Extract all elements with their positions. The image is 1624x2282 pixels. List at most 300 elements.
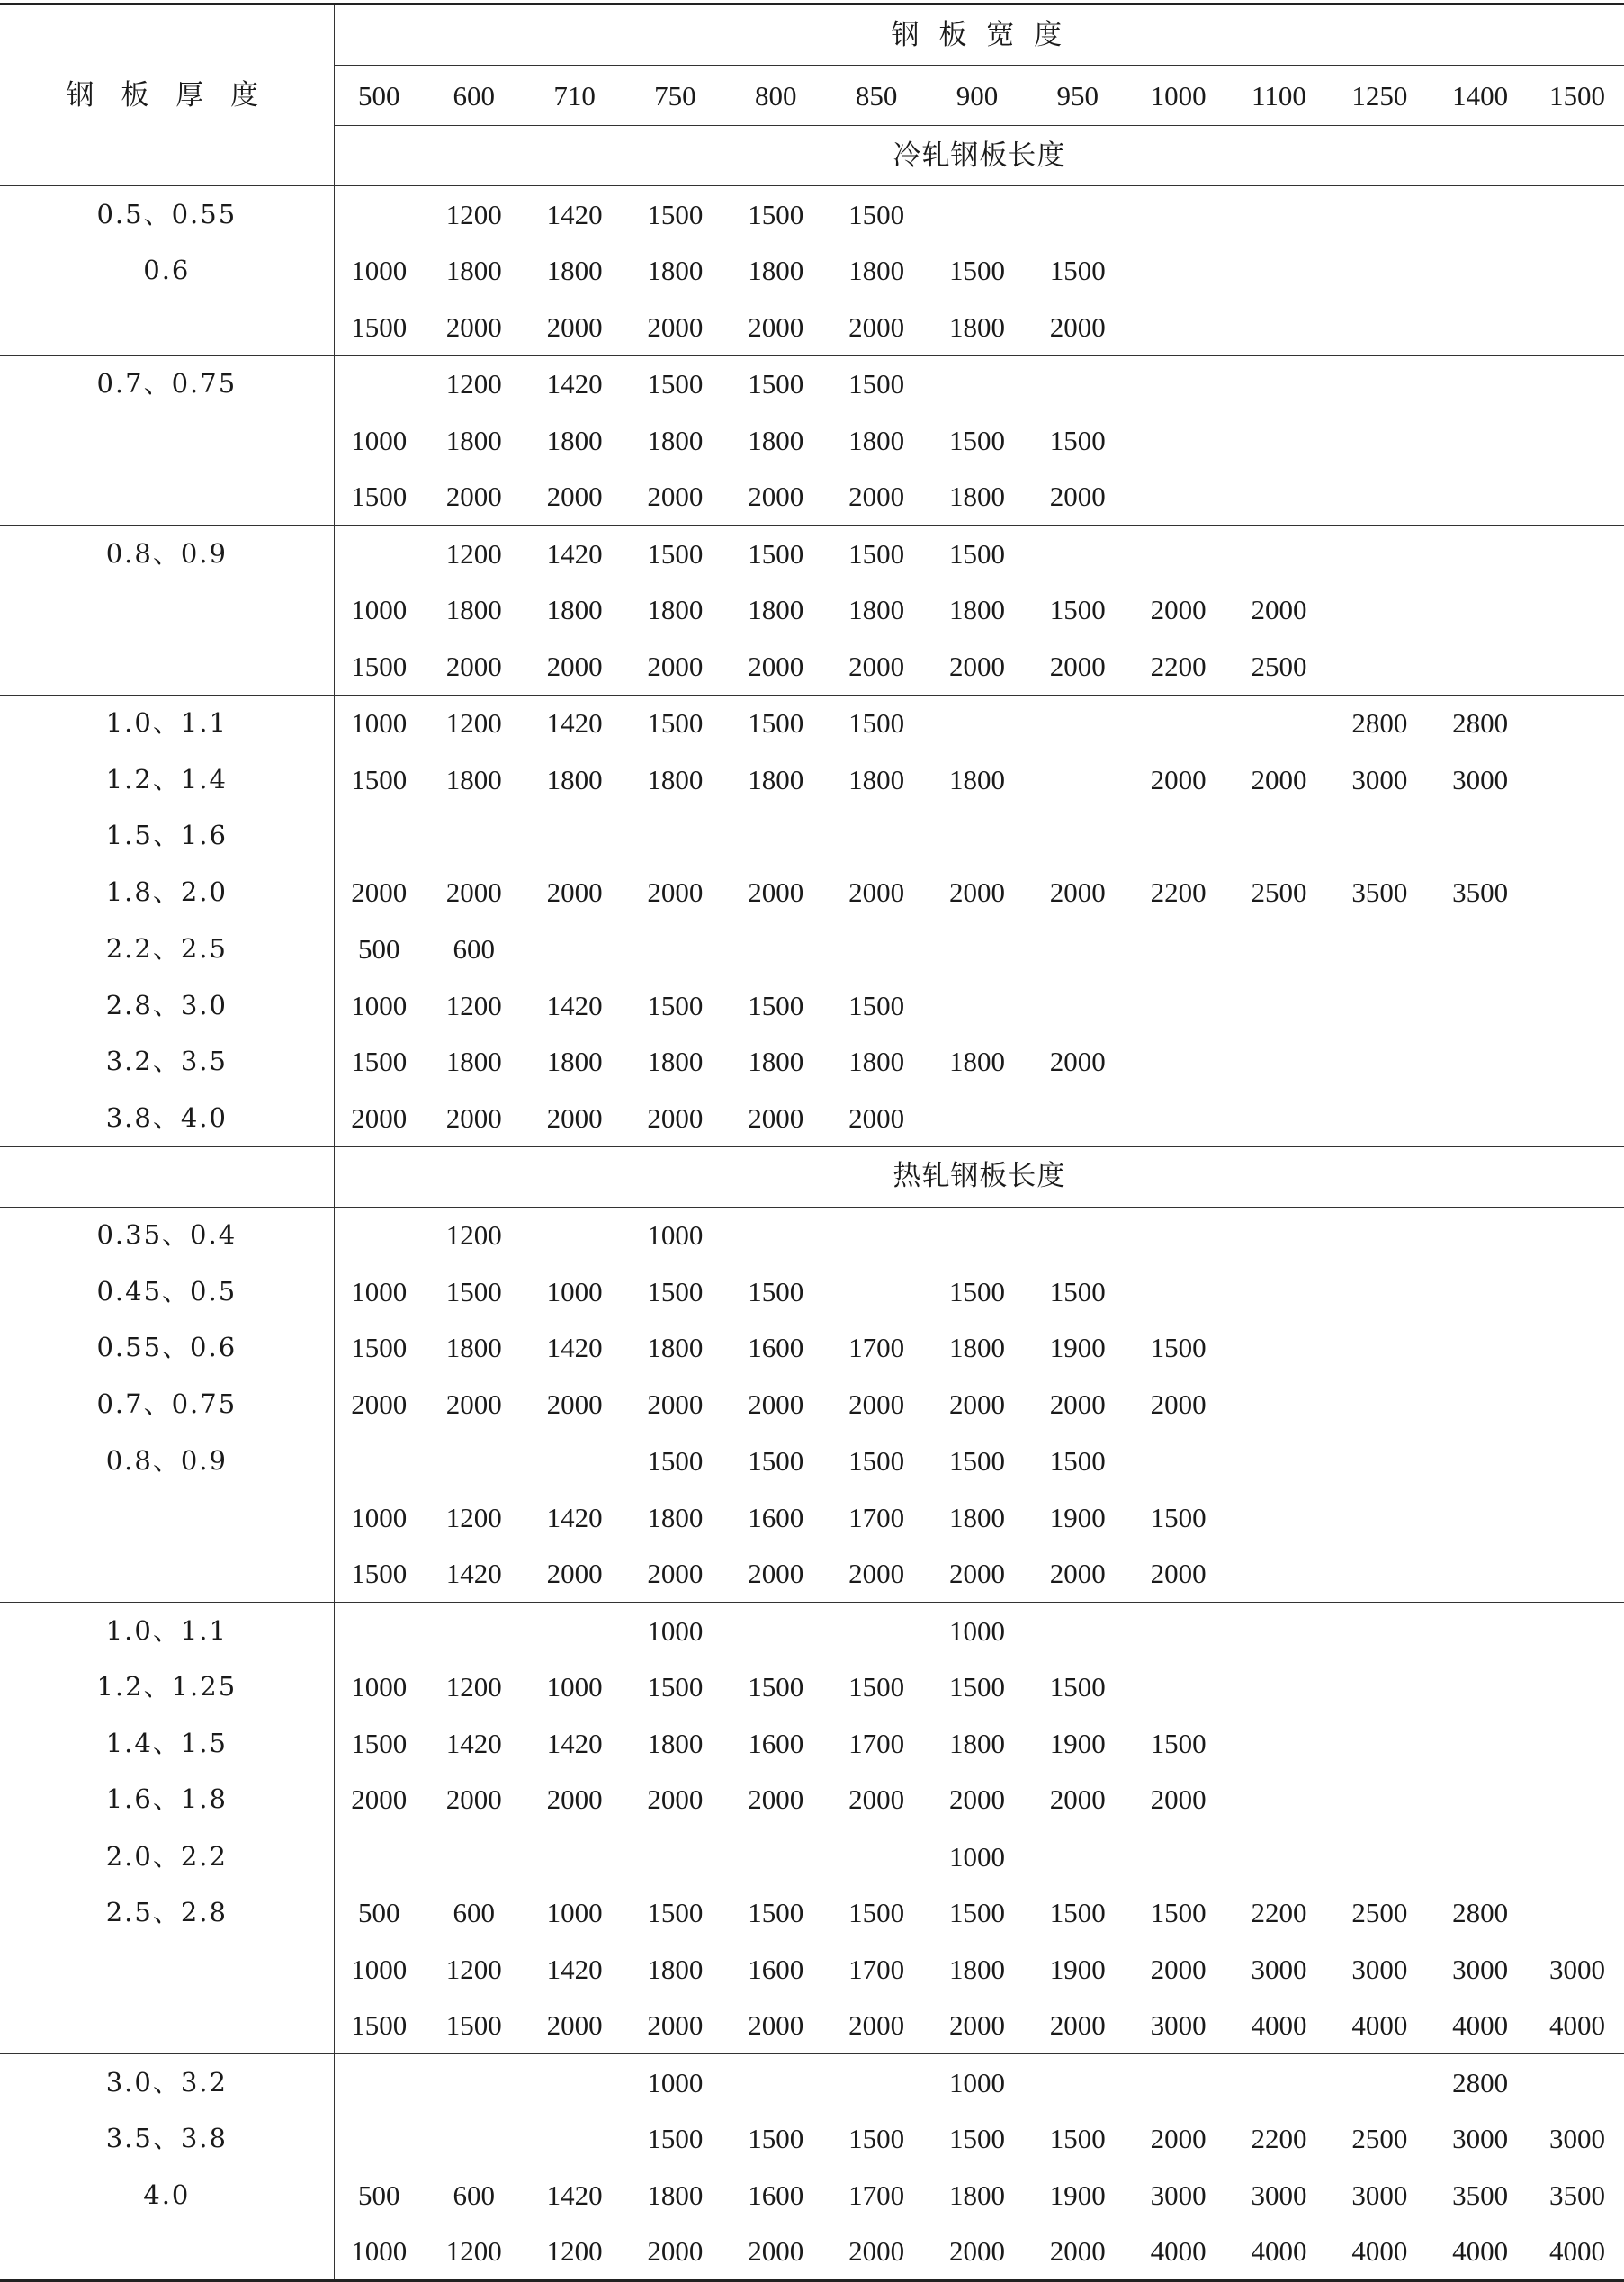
length-cell	[1430, 1772, 1530, 1828]
length-cell: 2000	[1150, 763, 1207, 795]
length-cell	[1530, 526, 1624, 582]
length-cell: 2000	[848, 1558, 905, 1590]
length-cell: 2000	[546, 1783, 603, 1816]
length-cell	[424, 1828, 525, 1885]
length-cell	[725, 1207, 826, 1263]
length-cell: 1200	[525, 2224, 625, 2281]
length-cell: 1420	[546, 2179, 603, 2211]
length-cell: 3000	[1549, 1953, 1606, 1985]
length-cell	[1027, 355, 1128, 412]
length-cell	[1128, 2054, 1229, 2111]
length-cell: 1800	[848, 1046, 905, 1078]
length-cell: 1800	[647, 424, 704, 456]
length-cell: 2500	[1351, 2123, 1408, 2155]
length-cell	[1530, 243, 1624, 300]
thickness-cell: 1.0、1.1	[0, 1603, 334, 1659]
length-cell	[1329, 1263, 1430, 1320]
length-cell	[1530, 695, 1624, 751]
table-row	[0, 751, 1624, 808]
thickness-cell: 2.0、2.2	[0, 1828, 334, 1885]
length-cell: 3000	[1251, 2179, 1307, 2211]
length-cell	[1530, 1263, 1624, 1320]
length-cell: 1600	[748, 1501, 804, 1533]
length-cell: 2000	[748, 1388, 804, 1420]
thickness-cell	[0, 1146, 334, 1207]
length-cell	[1430, 243, 1530, 300]
length-cell: 3000	[1549, 2123, 1606, 2155]
table-row	[0, 1998, 1624, 2054]
length-cell	[725, 921, 826, 977]
length-cell: 1000	[334, 243, 424, 300]
length-cell: 1420	[546, 1332, 603, 1364]
length-cell: 2000	[1049, 650, 1106, 682]
length-cell: 1500	[647, 1275, 704, 1307]
length-cell	[424, 808, 525, 865]
length-cell: 1500	[948, 1275, 1005, 1307]
length-cell	[525, 1603, 625, 1659]
length-cell	[1530, 1659, 1624, 1716]
thickness-cell: 4.0	[143, 2179, 191, 2210]
thickness-cell: 3.8、4.0	[105, 1101, 228, 1133]
thickness-cell: 3.0、3.2	[0, 2054, 334, 2111]
length-cell	[1229, 355, 1330, 412]
length-cell: 2000	[748, 2009, 804, 2042]
length-cell: 2000	[445, 1388, 502, 1420]
length-cell	[334, 808, 424, 865]
length-cell: 2000	[748, 1101, 804, 1134]
length-cell	[1128, 243, 1229, 300]
length-cell	[1530, 1828, 1624, 1885]
length-cell	[1128, 186, 1229, 243]
length-cell: 600	[453, 2179, 495, 2211]
length-cell	[1128, 355, 1229, 412]
width-column-header: 1500	[1530, 66, 1624, 126]
length-cell: 3500	[1452, 876, 1509, 908]
thickness-header: 钢 板 厚 度	[0, 4, 334, 186]
length-cell: 2000	[445, 310, 502, 343]
length-cell: 1500	[1150, 1501, 1207, 1533]
width-column-header: 500	[334, 66, 424, 126]
length-cell	[1229, 1263, 1330, 1320]
length-cell	[1329, 582, 1430, 639]
length-cell: 2000	[848, 876, 905, 908]
length-cell: 1800	[948, 1727, 1005, 1759]
length-cell: 1500	[826, 1433, 927, 1489]
length-cell: 1500	[748, 989, 804, 1021]
length-cell: 1000	[624, 1207, 725, 1263]
length-cell: 4000	[1229, 2224, 1330, 2281]
table-row	[0, 355, 1624, 412]
length-cell: 500	[334, 921, 424, 977]
length-cell: 1800	[445, 255, 502, 287]
length-cell: 3000	[1251, 1953, 1307, 1985]
length-cell: 1800	[948, 1501, 1005, 1533]
length-cell: 1500	[334, 1715, 424, 1772]
length-cell: 2000	[546, 310, 603, 343]
table-row	[0, 695, 1624, 751]
length-cell	[1530, 1715, 1624, 1772]
length-cell: 2000	[647, 1558, 704, 1590]
length-cell	[1027, 921, 1128, 977]
length-cell	[1128, 299, 1229, 355]
length-cell	[1128, 469, 1229, 526]
length-cell: 1000	[927, 1603, 1027, 1659]
length-cell: 2000	[1150, 1388, 1207, 1420]
length-cell: 2200	[1251, 2123, 1307, 2155]
length-cell: 1800	[546, 255, 603, 287]
length-cell: 2000	[848, 1783, 905, 1816]
length-cell	[1128, 412, 1229, 469]
length-cell: 1800	[546, 424, 603, 456]
length-cell	[1229, 921, 1330, 977]
length-cell	[1430, 977, 1530, 1034]
length-cell: 2800	[1430, 695, 1530, 751]
length-cell	[1329, 1546, 1430, 1603]
length-cell: 2000	[624, 2224, 725, 2281]
thickness-cell: 2.2、2.5	[0, 921, 334, 977]
thickness-cell: 0.7、0.75	[96, 1388, 238, 1419]
length-cell: 2000	[1049, 1046, 1106, 1078]
table-row	[0, 2224, 1624, 2281]
length-cell: 1420	[525, 526, 625, 582]
length-cell: 1500	[725, 355, 826, 412]
length-cell	[1530, 1885, 1624, 1942]
length-cell	[1430, 299, 1530, 355]
length-cell: 2000	[948, 2009, 1005, 2042]
length-cell	[1329, 921, 1430, 977]
length-cell: 1420	[525, 695, 625, 751]
length-cell	[1027, 977, 1128, 1034]
length-cell: 1500	[1150, 1727, 1207, 1759]
length-cell	[1229, 1828, 1330, 1885]
table-row	[0, 1885, 1624, 1942]
length-cell: 2000	[1150, 1558, 1207, 1590]
length-cell: 3500	[1351, 876, 1408, 908]
thickness-cell: 1.5、1.6	[105, 820, 228, 851]
length-cell: 1500	[624, 355, 725, 412]
length-cell	[1530, 1320, 1624, 1377]
length-cell: 1500	[1049, 1897, 1106, 1929]
length-cell: 2800	[1329, 695, 1430, 751]
length-cell	[1329, 808, 1430, 865]
length-cell: 1900	[1049, 1332, 1106, 1364]
thickness-cell	[0, 412, 334, 469]
length-cell: 1800	[948, 2179, 1005, 2211]
length-cell: 1500	[948, 255, 1005, 287]
length-cell: 1420	[525, 355, 625, 412]
length-cell	[1229, 469, 1330, 526]
length-cell: 4000	[1452, 2009, 1509, 2042]
length-cell	[1229, 2054, 1330, 2111]
length-cell	[1229, 412, 1330, 469]
thickness-cell: 0.5、0.55	[0, 186, 334, 243]
length-cell	[1329, 1433, 1430, 1489]
length-cell: 1000	[334, 1941, 424, 1998]
length-cell: 2200	[1150, 876, 1207, 908]
width-column-header: 710	[525, 66, 625, 126]
length-cell	[1027, 695, 1128, 751]
length-cell: 1800	[948, 481, 1005, 513]
length-cell: 2000	[826, 2224, 927, 2281]
length-cell: 1600	[748, 2179, 804, 2211]
length-cell	[1229, 695, 1330, 751]
length-cell: 3000	[1150, 2009, 1207, 2042]
length-cell	[826, 808, 927, 865]
length-cell: 1420	[445, 1727, 502, 1759]
length-cell: 2200	[1251, 1897, 1307, 1929]
length-cell	[1530, 1376, 1624, 1433]
length-cell	[826, 1828, 927, 1885]
length-cell: 1900	[1049, 1727, 1106, 1759]
thickness-cell: 1.8、2.0	[105, 876, 228, 907]
length-cell: 1500	[927, 526, 1027, 582]
length-cell: 1500	[725, 186, 826, 243]
length-cell	[1128, 1433, 1229, 1489]
length-cell	[1329, 186, 1430, 243]
length-cell: 1500	[334, 1998, 424, 2054]
length-cell: 1800	[647, 1501, 704, 1533]
length-cell	[1430, 469, 1530, 526]
length-cell	[1027, 526, 1128, 582]
table-row	[0, 469, 1624, 526]
length-cell: 2000	[647, 2009, 704, 2042]
length-cell: 1420	[546, 1501, 603, 1533]
length-cell: 1800	[546, 763, 603, 795]
length-cell: 2000	[334, 864, 424, 921]
length-cell: 500	[334, 1885, 424, 1942]
length-cell: 1000	[334, 2224, 424, 2281]
length-cell	[1530, 751, 1624, 808]
length-cell: 1500	[334, 1034, 424, 1091]
length-cell	[1329, 355, 1430, 412]
length-cell: 2000	[546, 2009, 603, 2042]
length-cell	[927, 921, 1027, 977]
length-cell	[1530, 808, 1624, 865]
thickness-cell: 3.2、3.5	[105, 1046, 228, 1077]
thickness-cell: 1.6、1.8	[105, 1783, 228, 1815]
length-cell	[927, 1090, 1027, 1146]
length-cell	[1128, 1263, 1229, 1320]
length-cell: 1000	[334, 1489, 424, 1546]
length-cell: 1500	[826, 526, 927, 582]
width-column-header: 1100	[1229, 66, 1330, 126]
length-cell: 4000	[1251, 2009, 1307, 2042]
length-cell: 1800	[647, 1332, 704, 1364]
length-cell	[1530, 1433, 1624, 1489]
length-cell	[1229, 1489, 1330, 1546]
length-cell	[1329, 1320, 1430, 1377]
length-cell	[1430, 808, 1530, 865]
thickness-cell	[0, 582, 334, 639]
thickness-cell: 2.8、3.0	[105, 989, 228, 1020]
length-cell	[1430, 1546, 1530, 1603]
length-cell	[334, 355, 424, 412]
length-cell	[1027, 1828, 1128, 1885]
length-cell: 3000	[1351, 1953, 1408, 1985]
thickness-cell	[0, 638, 334, 695]
length-cell: 600	[453, 1897, 495, 1929]
length-cell	[826, 1603, 927, 1659]
length-cell: 2000	[1049, 2009, 1106, 2042]
length-cell: 1200	[424, 355, 525, 412]
length-cell: 2000	[546, 1388, 603, 1420]
length-cell	[1530, 638, 1624, 695]
length-cell: 1800	[748, 1046, 804, 1078]
length-cell	[1329, 1489, 1430, 1546]
length-cell: 1000	[546, 1275, 603, 1307]
length-cell	[1329, 1828, 1430, 1885]
length-cell	[1329, 1603, 1430, 1659]
length-cell: 1500	[826, 355, 927, 412]
length-cell: 1200	[445, 1953, 502, 1985]
length-cell: 2000	[1150, 594, 1207, 626]
width-column-header: 1000	[1128, 66, 1229, 126]
length-cell: 4000	[1530, 2224, 1624, 2281]
length-cell: 1900	[1049, 2179, 1106, 2211]
length-cell: 4000	[1329, 2224, 1430, 2281]
length-cell: 3000	[1452, 763, 1509, 795]
length-cell: 1500	[748, 2123, 804, 2155]
length-cell	[1329, 1207, 1430, 1263]
thickness-cell: 0.8、0.9	[0, 526, 334, 582]
length-cell	[525, 1828, 625, 1885]
length-cell: 1000	[334, 412, 424, 469]
thickness-cell	[0, 2224, 334, 2281]
length-cell: 2000	[725, 2224, 826, 2281]
thickness-cell: 1.4、1.5	[105, 1727, 228, 1758]
length-cell	[725, 808, 826, 865]
length-cell: 2000	[445, 1101, 502, 1134]
table-row	[0, 1090, 1624, 1146]
length-cell: 1500	[848, 1897, 905, 1929]
length-cell: 2800	[1452, 1897, 1509, 1929]
length-cell: 1800	[948, 1332, 1005, 1364]
length-cell: 2000	[647, 1388, 704, 1420]
length-cell	[1430, 355, 1530, 412]
table-row	[0, 1376, 1624, 1433]
length-cell	[1329, 977, 1430, 1034]
length-cell	[525, 808, 625, 865]
length-cell	[334, 1828, 424, 1885]
length-cell: 2000	[748, 876, 804, 908]
length-cell: 1500	[848, 989, 905, 1021]
length-cell	[725, 1828, 826, 1885]
length-cell: 2000	[546, 1101, 603, 1134]
table-row	[0, 1715, 1624, 1772]
length-cell: 2000	[647, 1101, 704, 1134]
width-column-header: 900	[927, 66, 1027, 126]
length-cell: 1500	[647, 2123, 704, 2155]
length-cell	[1329, 1772, 1430, 1828]
length-cell: 1500	[647, 1897, 704, 1929]
length-cell: 1600	[748, 1332, 804, 1364]
length-cell: 3500	[1549, 2179, 1606, 2211]
length-cell: 1000	[334, 977, 424, 1034]
length-cell: 2000	[445, 481, 502, 513]
length-cell: 1420	[546, 1953, 603, 1985]
length-cell	[1530, 1772, 1624, 1828]
section-title-cold-rolled: 冷轧钢板长度	[334, 126, 1624, 186]
length-cell	[1430, 186, 1530, 243]
length-cell: 1000	[624, 1603, 725, 1659]
length-cell: 2000	[546, 481, 603, 513]
length-cell: 2000	[1150, 1783, 1207, 1816]
length-cell	[1229, 977, 1330, 1034]
thickness-cell	[0, 1489, 334, 1546]
length-cell: 2000	[848, 481, 905, 513]
thickness-cell	[0, 469, 334, 526]
length-cell: 1500	[948, 2123, 1005, 2155]
length-cell	[334, 2111, 424, 2168]
length-cell	[1329, 526, 1430, 582]
width-column-header: 1400	[1430, 66, 1530, 126]
thickness-cell: 1.2、1.4	[105, 763, 228, 795]
length-cell: 1800	[748, 763, 804, 795]
length-cell	[1530, 1603, 1624, 1659]
length-cell	[1128, 977, 1229, 1034]
length-cell	[1430, 412, 1530, 469]
length-cell: 1500	[624, 1433, 725, 1489]
length-cell	[1229, 1320, 1330, 1377]
length-cell: 1420	[525, 186, 625, 243]
length-cell: 1800	[948, 1046, 1005, 1078]
thickness-cell: 1.0、1.1	[0, 695, 334, 751]
width-column-header: 750	[624, 66, 725, 126]
length-cell	[826, 1263, 927, 1320]
length-cell: 1500	[748, 1275, 804, 1307]
table-row	[0, 638, 1624, 695]
length-cell	[1128, 1207, 1229, 1263]
table-row	[0, 1546, 1624, 1603]
length-cell	[826, 2054, 927, 2111]
length-cell	[1229, 1433, 1330, 1489]
width-column-header: 850	[826, 66, 927, 126]
length-cell: 2000	[445, 876, 502, 908]
length-cell: 1500	[948, 1897, 1005, 1929]
length-cell	[1329, 412, 1430, 469]
length-cell: 1500	[334, 299, 424, 355]
length-cell: 2000	[848, 1101, 905, 1134]
length-cell: 1200	[445, 989, 502, 1021]
length-cell	[1027, 186, 1128, 243]
length-cell: 4000	[1549, 2009, 1606, 2042]
thickness-cell: 0.55、0.6	[96, 1332, 238, 1363]
length-cell: 2000	[848, 650, 905, 682]
length-cell: 2000	[1049, 310, 1106, 343]
length-cell	[424, 1433, 525, 1489]
table-row	[0, 1941, 1624, 1998]
length-cell	[1128, 808, 1229, 865]
length-cell	[525, 921, 625, 977]
length-cell	[1329, 1659, 1430, 1716]
length-cell	[725, 2054, 826, 2111]
length-cell	[1530, 582, 1624, 639]
length-cell: 1700	[848, 1501, 905, 1533]
length-cell: 1000	[927, 1828, 1027, 1885]
length-cell: 1500	[334, 1320, 424, 1377]
length-cell: 1500	[334, 469, 424, 526]
length-cell: 2000	[1049, 1388, 1106, 1420]
length-cell: 2500	[1351, 1897, 1408, 1929]
length-cell	[334, 2054, 424, 2111]
length-cell	[826, 921, 927, 977]
width-column-header: 1250	[1329, 66, 1430, 126]
length-cell: 3500	[1452, 2179, 1509, 2211]
length-cell	[1530, 412, 1624, 469]
length-cell	[1430, 1090, 1530, 1146]
thickness-cell: 0.6	[143, 255, 191, 286]
length-cell: 2000	[1150, 2123, 1207, 2155]
